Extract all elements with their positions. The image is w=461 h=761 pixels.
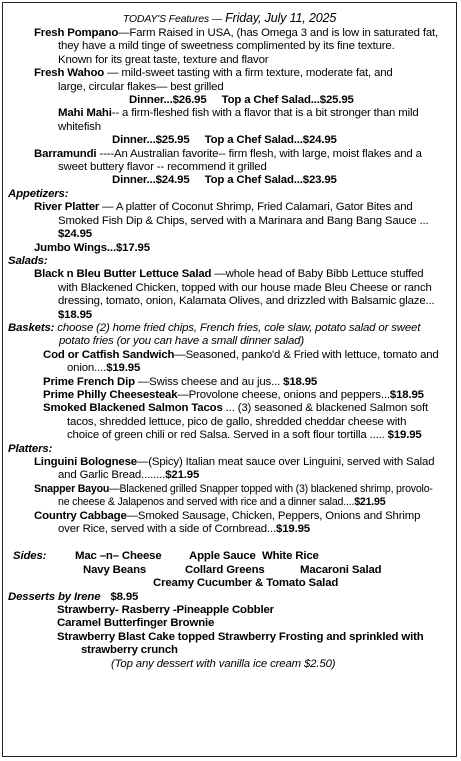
item-desc: —Smoked Sausage, Chicken, Peppers, Onions and Shrimp — [126, 509, 421, 522]
side-item: Mac –n– Cheese — [75, 550, 162, 563]
appetizer-jumbo-wings: Jumbo Wings...$17.95 — [34, 241, 150, 254]
side-item: White Rice — [262, 550, 319, 563]
item-price: $21.95 — [354, 496, 386, 509]
feature-desc: Known for its great taste, texture and flavor — [58, 53, 269, 66]
item-price: $18.95 — [389, 388, 424, 401]
feature-prices: Dinner...$26.95 Top a Chef Salad...$25.95 — [129, 94, 354, 107]
platter-country-cabbage — [34, 510, 456, 537]
feature-mahi — [58, 107, 456, 147]
item-name: Smoked Blackened Salmon Tacos — [43, 402, 223, 415]
item-desc: tacos, shredded lettuce, pico de gallo, shredded cheddar cheese with — [67, 415, 407, 428]
appetizers-heading: Appetizers: — [8, 187, 69, 200]
desserts-heading: Desserts by Irene — [8, 590, 101, 603]
feature-wahoo — [34, 67, 456, 107]
feature-prices: Dinner...$24.95 Top a Chef Salad...$23.95 — [112, 174, 337, 187]
side-item: Collard Greens — [185, 563, 265, 576]
feature-desc: large, circular flakes— best grilled — [58, 80, 224, 93]
sides-heading: Sides: — [13, 550, 47, 563]
feature-barramundi — [34, 148, 456, 188]
feature-desc: — mild-sweet tasting with a firm texture, moderate fat, and — [104, 67, 393, 80]
header-label: TODAY'S Features — — [122, 13, 223, 25]
item-desc: with Blackened Chicken, topped with our house made Bleu Cheese or ranch — [58, 281, 432, 294]
item-name: Prime French Dip — [43, 375, 135, 388]
item-desc: —Swiss cheese and au jus... — [134, 375, 284, 388]
item-price: $18.95 — [58, 308, 92, 321]
desserts-note: (Top any dessert with vanilla ice cream $2.50) — [111, 657, 336, 670]
item-desc: ne cheese & Jalapenos and served with rice and a dinner salad.... — [58, 496, 355, 509]
feature-name: Mahi Mahi — [58, 107, 112, 120]
item-desc: over Rice, served with a side of Cornbread... — [58, 523, 277, 536]
item-desc: —Provolone cheese, onions and peppers... — [177, 388, 390, 401]
platter-linguini — [34, 456, 456, 483]
feature-name: Fresh Wahoo — [34, 67, 105, 80]
item-desc: onion.... — [67, 362, 107, 375]
feature-name: Barramundi — [34, 147, 97, 160]
basket-salmon-tacos — [43, 402, 456, 442]
item-price: $19.95 — [276, 523, 310, 536]
appetizer-river-platter — [34, 201, 456, 241]
basket-cod-sandwich — [43, 349, 456, 376]
dessert-item: Strawberry Blast Cake topped Strawberry Frosting and sprinkled with — [57, 630, 424, 643]
platter-snapper — [34, 483, 456, 510]
salads-heading: Salads: — [8, 254, 48, 267]
item-price: $19.95 — [387, 429, 422, 442]
menu-header — [3, 12, 456, 27]
desserts-price: $8.95 — [110, 590, 139, 603]
item-name: Cod or Catfish Sandwich — [43, 348, 175, 361]
feature-name: Fresh Pompano — [34, 27, 119, 39]
feature-desc: sweet buttery flavor -- recommend it grilled — [58, 161, 267, 174]
item-desc: —Blackened grilled Snapper topped with (3) blackened shrimp, provolo- — [109, 482, 433, 495]
item-desc: — A platter of Coconut Shrimp, Fried Calamari, Gator Bites and — [99, 201, 413, 214]
feature-desc: they have a mild tinge of sweetness complimented by its fine texture. — [58, 40, 395, 53]
sides-row-2 — [83, 564, 456, 577]
feature-prices: Dinner...$25.95 Top a Chef Salad...$24.95 — [112, 134, 337, 147]
dessert-item: Caramel Butterfinger Brownie — [57, 617, 215, 630]
item-desc: —(Spicy) Italian meat sauce over Linguini, served with Salad — [136, 456, 435, 468]
header-date: Friday, July 11, 2025 — [225, 11, 337, 25]
menu-card — [2, 2, 457, 757]
salad-black-bleu — [34, 268, 456, 322]
basket-philly — [43, 389, 456, 402]
item-name: Prime Philly Cheesesteak — [43, 388, 178, 401]
item-desc: choice of green chili or red Salsa. Served in a soft flour tortilla ..... — [67, 429, 388, 442]
feature-pompano — [34, 27, 456, 67]
item-name: Black n Bleu Butter Lettuce Salad — [34, 268, 212, 281]
side-item: Creamy Cucumber & Tomato Salad — [153, 577, 339, 590]
dessert-item: Strawberry- Rasberry -Pineapple Cobbler — [57, 604, 274, 617]
side-item: Macaroni Salad — [300, 563, 382, 576]
platters-heading: Platters: — [8, 442, 53, 455]
basket-french-dip — [43, 376, 456, 389]
feature-desc: -- a firm-fleshed fish with a flavor that is a bit stronger than mild — [111, 107, 419, 120]
item-desc: —Seasoned, panko'd & Fried with lettuce, tomato and — [174, 348, 439, 361]
baskets-intro-text: choose (2) home fried chips, French fries, cole slaw, potato salad or sweet — [54, 321, 421, 334]
side-item: Navy Beans — [83, 563, 147, 576]
item-desc: dressing, tomato, onion, Kalamata Olives, and drizzled with Balsamic glaze... — [58, 295, 435, 308]
baskets-intro — [8, 322, 456, 335]
item-desc: —whole head of Baby Bibb Lettuce stuffed — [211, 268, 424, 281]
item-desc: and Garlic Bread........ — [58, 469, 166, 482]
item-price: $19.95 — [106, 362, 141, 375]
baskets-intro-text: potato fries (or you can have a small dinner salad) — [59, 335, 304, 348]
item-desc: ... (3) seasoned & blackened Salmon soft — [222, 402, 428, 415]
sides-row-1 — [13, 550, 456, 563]
item-price: $21.95 — [165, 469, 200, 482]
item-name: Country Cabbage — [34, 509, 127, 522]
baskets-heading: Baskets: — [8, 321, 55, 334]
item-price: $18.95 — [283, 375, 318, 388]
item-price: $24.95 — [58, 228, 92, 241]
feature-desc: —Farm Raised in USA, (has Omega 3 and is low in saturated fat, — [118, 27, 439, 39]
side-item: Apple Sauce — [189, 550, 256, 563]
item-name: River Platter — [34, 201, 100, 214]
desserts-header — [8, 591, 456, 604]
dessert-item-cont: strawberry crunch — [81, 644, 178, 657]
feature-desc: ----An Australian favorite-- firm flesh, with large, moist flakes and a — [96, 147, 422, 160]
item-name: Snapper Bayou — [34, 482, 110, 495]
feature-desc: whitefish — [58, 120, 101, 133]
item-name: Linguini Bolognese — [34, 456, 137, 468]
item-desc: Smoked Fish Dip & Chips, served with a Marinara and Bang Bang Sauce ... — [58, 214, 429, 227]
